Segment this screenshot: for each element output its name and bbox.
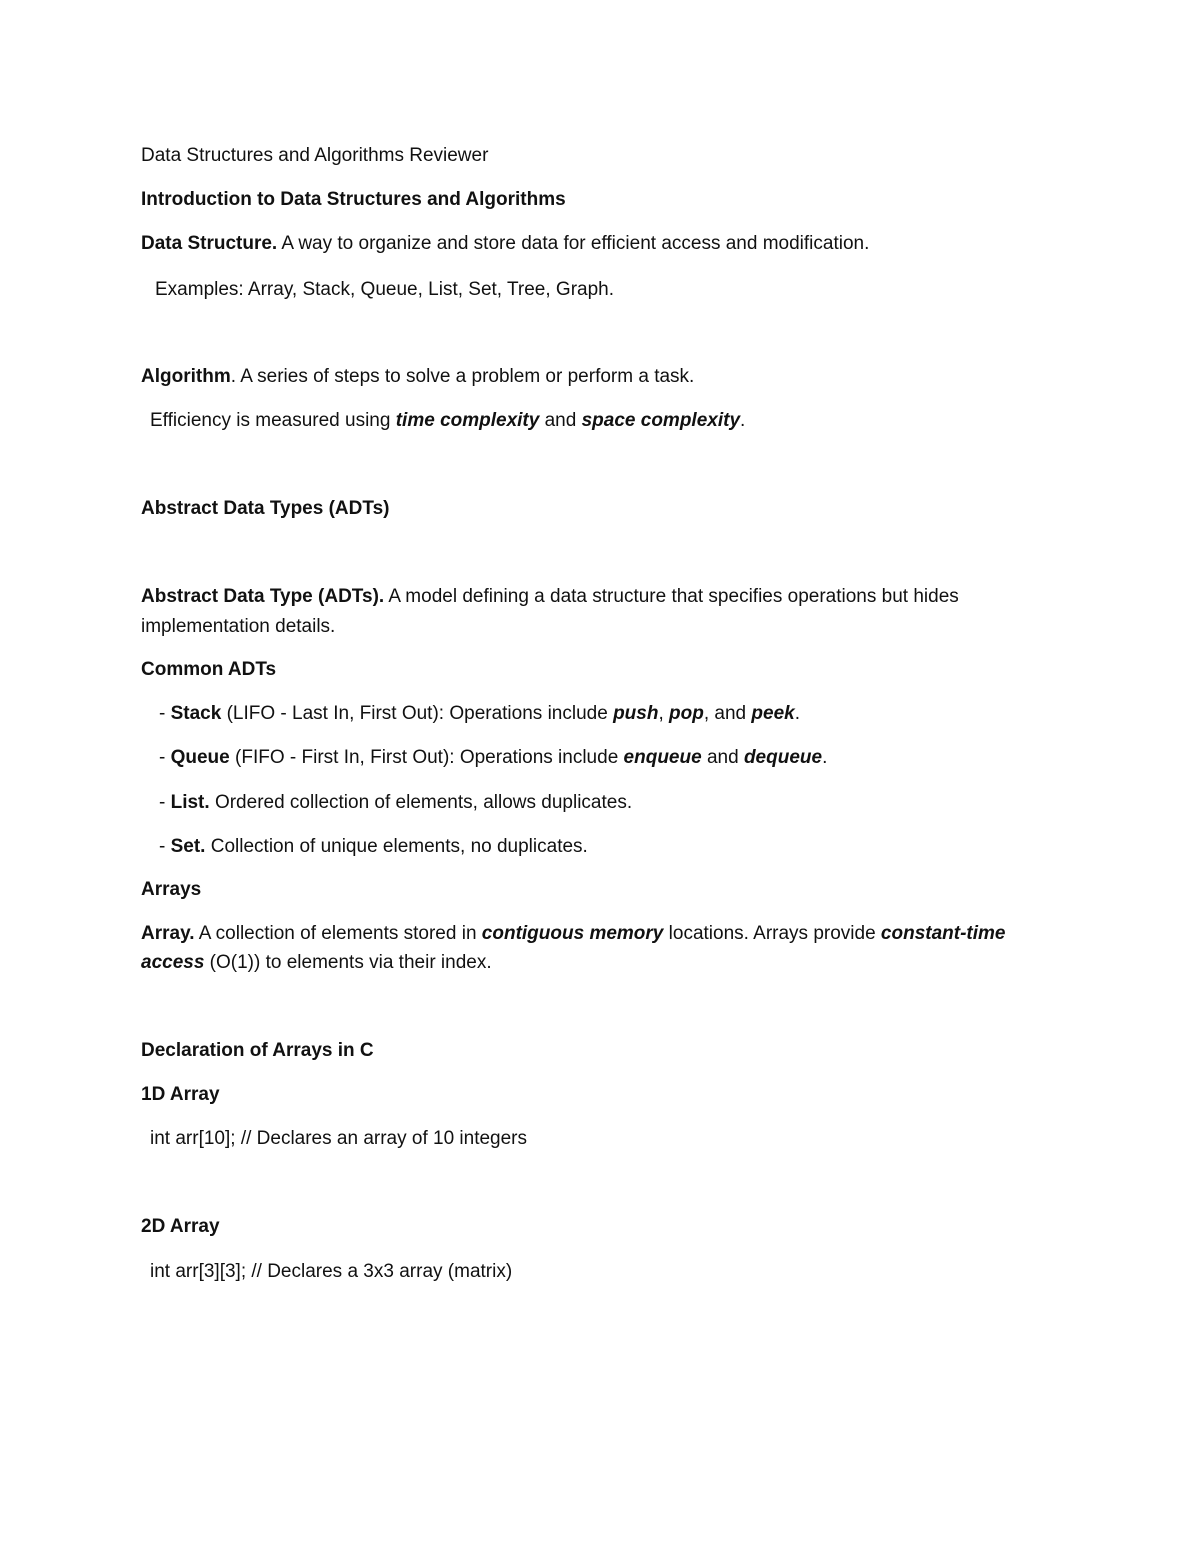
set-desc: Collection of unique elements, no duplicates. [205, 836, 588, 857]
adt-definition-line2: implementation details. [141, 616, 336, 637]
stack-end: . [794, 703, 800, 724]
contiguous-memory-term: contiguous memory [481, 923, 664, 944]
space-complexity-term: space complexity [581, 410, 741, 431]
examples-line: Examples: Array, Stack, Queue, List, Set, Tree, Graph. [155, 279, 615, 300]
pop-op: pop [669, 703, 704, 724]
list-item-stack [159, 702, 800, 726]
common-adts-heading: Common ADTs [141, 659, 277, 680]
algorithm-def: . A series of steps to solve a problem or perform a task. [230, 366, 695, 387]
array-def-a: A collection of elements stored in [194, 923, 482, 944]
bullet-dash: - [159, 836, 171, 857]
bullet-dash: - [159, 747, 171, 768]
list-item-set [159, 835, 588, 859]
constant-time-term: constant-time [880, 923, 1006, 944]
adt-def-part1: A model defining a data structure that specifies operations but hides [384, 586, 959, 607]
list-item-list [159, 791, 632, 815]
stack-desc: (LIFO - Last In, First Out): Operations include [221, 703, 614, 724]
efficiency-line [150, 409, 745, 433]
two-d-array-code: int arr[3][3]; // Declares a 3x3 array (matrix) [150, 1261, 513, 1282]
array-definition-line1 [141, 922, 1006, 946]
queue-sep1: and [701, 747, 744, 768]
peek-op: peek [751, 703, 795, 724]
data-structure-definition [141, 232, 869, 256]
array-definition-line2 [141, 951, 492, 975]
queue-desc: (FIFO - First In, First Out): Operations include [229, 747, 624, 768]
array-def-c: (O(1)) to elements via their index. [204, 952, 492, 973]
stack-sep1: , [658, 703, 670, 724]
adt-term: Abstract Data Type (ADTs). [141, 586, 385, 607]
array-def-b: locations. Arrays provide [663, 923, 881, 944]
declaration-heading: Declaration of Arrays in C [141, 1040, 374, 1061]
push-op: push [613, 703, 659, 724]
list-item-queue [159, 746, 827, 770]
one-d-array-heading: 1D Array [141, 1084, 220, 1105]
bullet-dash: - [159, 703, 171, 724]
data-structure-term: Data Structure. [141, 233, 278, 254]
time-complexity-term: time complexity [395, 410, 540, 431]
set-term: Set. [170, 836, 206, 857]
arrays-heading: Arrays [141, 879, 202, 900]
array-term: Array. [141, 923, 195, 944]
adt-heading: Abstract Data Types (ADTs) [141, 498, 390, 519]
stack-term: Stack [170, 703, 222, 724]
efficiency-and: and [539, 410, 582, 431]
stack-sep2: , and [703, 703, 752, 724]
one-d-array-code: int arr[10]; // Declares an array of 10 integers [150, 1128, 528, 1149]
algorithm-term: Algorithm [141, 366, 231, 387]
enqueue-op: enqueue [623, 747, 702, 768]
data-structure-def: A way to organize and store data for efficient access and modification. [277, 233, 870, 254]
access-term: access [141, 952, 205, 973]
algorithm-definition [141, 365, 694, 389]
list-term: List. [170, 792, 210, 813]
document-title: Data Structures and Algorithms Reviewer [141, 145, 489, 166]
efficiency-end: . [740, 410, 746, 431]
two-d-array-heading: 2D Array [141, 1216, 220, 1237]
queue-term: Queue [170, 747, 230, 768]
dequeue-op: dequeue [743, 747, 823, 768]
adt-definition-line1 [141, 585, 959, 609]
list-desc: Ordered collection of elements, allows duplicates. [209, 792, 633, 813]
efficiency-pre: Efficiency is measured using [150, 410, 396, 431]
bullet-dash: - [159, 792, 171, 813]
queue-end: . [822, 747, 828, 768]
intro-heading: Introduction to Data Structures and Algorithms [141, 189, 566, 210]
